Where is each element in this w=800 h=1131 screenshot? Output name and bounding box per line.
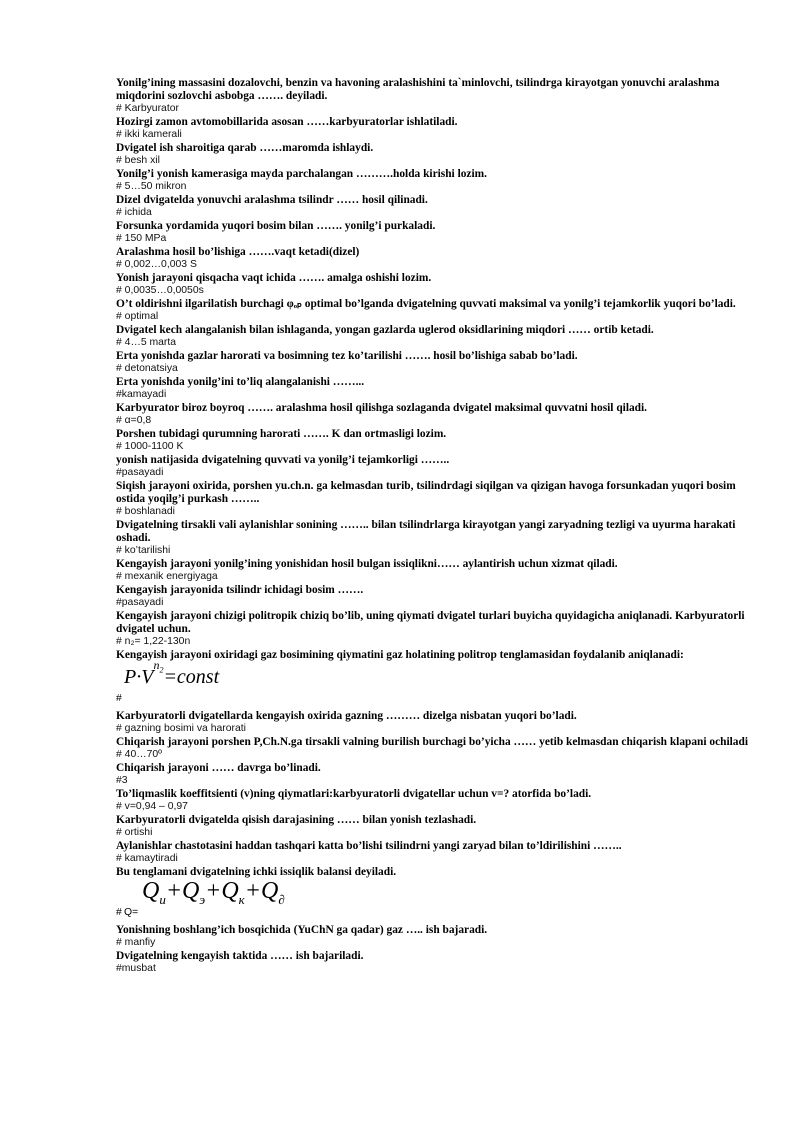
answer-text: # 4…5 marta <box>116 337 177 348</box>
plus-sign: + <box>244 878 261 904</box>
question-text: Kengayish jarayonida tsilindr ichidagi bosim ……. <box>116 584 364 596</box>
question-text: Siqish jarayoni oxirida, porshen yu.ch.n. ga kelmasdan turib, tsilindrdagi siqilgan va qizigan havoga forsunkadan yuqori bosim ostida yoqilg’i purkash …….. <box>116 480 736 505</box>
question-text: Hozirgi zamon avtomobillarida asosan ……karbyuratorlar ishlatiladi. <box>116 116 458 128</box>
question-text: Forsunka yordamida yuqori bosim bilan ……. yonilg’i purkaladi. <box>116 220 436 232</box>
formula2-term-sub: ∂ <box>278 891 285 907</box>
formula2-term-sub: u <box>159 891 166 907</box>
answer-text: # 0,0035…0,0050s <box>116 285 204 296</box>
question-text: O’t oldirishni ilgarilatish burchagi φₒₚ optimal bo’lganda dvigatelning quvvati maksimal va yonilg’i tejamkorlik yuqori bo’ladi. <box>116 298 736 310</box>
answer-text: #pasayadi <box>116 467 164 478</box>
question-text: Yonilg’ining massasini dozalovchi, benzin va havoning aralashishini ta`minlovchi, tsilindrga kirayotgan yonuvchi aralashma miqdorini sozlovchi asbobga ……. deyiladi. <box>116 77 720 102</box>
formula1-question: Kengayish jarayoni oxiridagi gaz bosimining qiymatini gaz holatining politrop tenglamasidan foydalanib aniqlanadi: <box>116 649 684 661</box>
question-text: Dvigatel kech alangalanish bilan ishlaganda, yongan gazlarda uglerod oksidlarining miqdori …… ortib ketadi. <box>116 324 654 336</box>
formula2-question: Bu tenglamani dvigatelning ichki issiqlik balansi deyiladi. <box>116 866 397 878</box>
answer-text: # n₂= 1,22-130n <box>116 636 191 647</box>
answer-text: # optimal <box>116 311 159 322</box>
formula1-hash: # <box>116 693 122 704</box>
question-text: Kengayish jarayoni chizigi politropik chiziq bo’lib, uning qiymati dvigatel turlari buyicha quyidagicha aniqlanadi. Karbyuratorli dvigatel uchun. <box>116 610 745 635</box>
question-text: Kengayish jarayoni yonilg’ining yonishidan hosil bulgan issiqlikni…… aylantirish uchun xizmat qiladi. <box>116 558 618 570</box>
answer-text: # ikki kamerali <box>116 129 182 140</box>
plus-sign: + <box>165 878 183 904</box>
formula1-expression: $P\cdot V^{n_2}=const$ <box>124 658 220 688</box>
document-page <box>116 77 756 976</box>
question-text: Dizel dvigatelda yonuvchi aralashma tsilindr …… hosil qilinadi. <box>116 194 428 206</box>
answer-text: #pasayadi <box>116 597 164 608</box>
formula2-expression <box>142 878 285 908</box>
answer-text: #3 <box>116 775 128 786</box>
question-text: Aylanishlar chastotasini haddan tashqari katta bo’lishi tsilindrni yangi zaryad bilan to’ldirilishini …….. <box>116 840 622 852</box>
question-text: Yonilg’i yonish kamerasiga mayda parchalangan ……….holda kirishi lozim. <box>116 168 487 180</box>
polytropic-formula <box>116 658 756 706</box>
answer-text: # v=0,94 – 0,97 <box>116 801 188 812</box>
question-text: Chiqarish jarayoni …… davrga bo’linadi. <box>116 762 321 774</box>
answer-text: # 150 MPa <box>116 233 167 244</box>
question-text: Karbyuratorli dvigatellarda kengayish oxirida gazning ……… dizelga nisbatan yuqori bo’ladi. <box>116 710 577 722</box>
answer-text: # detonatsiya <box>116 363 178 374</box>
question-text: Dvigatel ish sharoitiga qarab ……maromda ishlaydi. <box>116 142 374 154</box>
answer-text: # α=0,8 <box>116 415 152 426</box>
answer-text: # manfiy <box>116 937 156 948</box>
answer-text: # gazning bosimi va harorati <box>116 723 246 734</box>
question-text: Yonishning boshlang’ich bosqichida (YuChN ga qadar) gaz ….. ish bajaradi. <box>116 924 488 936</box>
question-text: Chiqarish jarayoni porshen P,Ch.N.ga tirsakli valning burilish burchagi bo’yicha …… yetib kelmasdan chiqarish klapani ochiladi <box>116 736 749 748</box>
answer-text: # boshlanadi <box>116 506 175 517</box>
formula2-term-base: Q <box>221 878 239 904</box>
formula2-term-base: Q <box>182 878 200 904</box>
answer-text: # besh xil <box>116 155 160 166</box>
answer-text: # ko’tarilishi <box>116 545 171 556</box>
formula2-term-base: Q <box>142 878 160 904</box>
qa-list-3 <box>116 924 756 976</box>
question-text: Dvigatelning kengayish taktida …… ish bajariladi. <box>116 950 364 962</box>
answer-text: # ichida <box>116 207 152 218</box>
question-text: Dvigatelning tirsakli vali aylanishlar sonining …….. bilan tsilindrlarga kirayotgan yangi zaryadning tezligi va uyurma harakati oshadi. <box>116 519 736 544</box>
question-text: Yonish jarayoni qisqacha vaqt ichida ……. amalga oshishi lozim. <box>116 272 432 284</box>
answer-text: #kamayadi <box>116 389 167 400</box>
formula2-term-sub: к <box>238 891 245 907</box>
formula2-hash: # <box>116 907 122 918</box>
answer-text: # Karbyurator <box>116 103 179 114</box>
question-text: To’liqmaslik koeffitsienti (v)ning qiymatlari:karbyuratorli dvigatellar uchun v=? atorfida bo’ladi. <box>116 788 592 800</box>
answer-text: # ortishi <box>116 827 153 838</box>
plus-sign: + <box>205 878 222 904</box>
question-text: yonish natijasida dvigatelning quvvati va yonilg’i tejamkorligi …….. <box>116 454 450 466</box>
question-text: Karbyuratorli dvigatelda qisish darajasining …… bilan yonish tezlashadi. <box>116 814 477 826</box>
answer-text: # 40…70º <box>116 749 162 760</box>
answer-text: # 1000-1100 K <box>116 441 184 452</box>
question-text: Porshen tubidagi qurumning harorati ……. K dan ortmasligi lozim. <box>116 428 447 440</box>
question-text: Erta yonishda yonilg’ini to’liq alangalanishi ……... <box>116 376 365 388</box>
formula2-label: Q= <box>124 907 139 918</box>
question-text: Karbyurator biroz boyroq ……. aralashma hosil qilishga sozlaganda dvigatel maksimal quvvatni hosil qiladi. <box>116 402 648 414</box>
formula2-term-base: Q <box>260 878 279 904</box>
answer-text: # mexanik energiyaga <box>116 571 218 582</box>
answer-text: # 0,002…0,003 S <box>116 259 197 270</box>
qa-list-1 <box>116 77 756 649</box>
question-text: Aralashma hosil bo’lishiga …….vaqt ketadi(dizel) <box>116 246 360 258</box>
qa-list-2 <box>116 710 756 866</box>
question-text: Erta yonishda gazlar harorati va bosimning tez ko’tarilishi ……. hosil bo’lishiga sabab bo’ladi. <box>116 350 578 362</box>
answer-text: # kamaytiradi <box>116 853 178 864</box>
formula2-term-sub: э <box>199 891 206 907</box>
answer-text: #musbat <box>116 963 156 974</box>
answer-text: # 5…50 mikron <box>116 181 187 192</box>
heat-balance-formula <box>116 878 756 922</box>
